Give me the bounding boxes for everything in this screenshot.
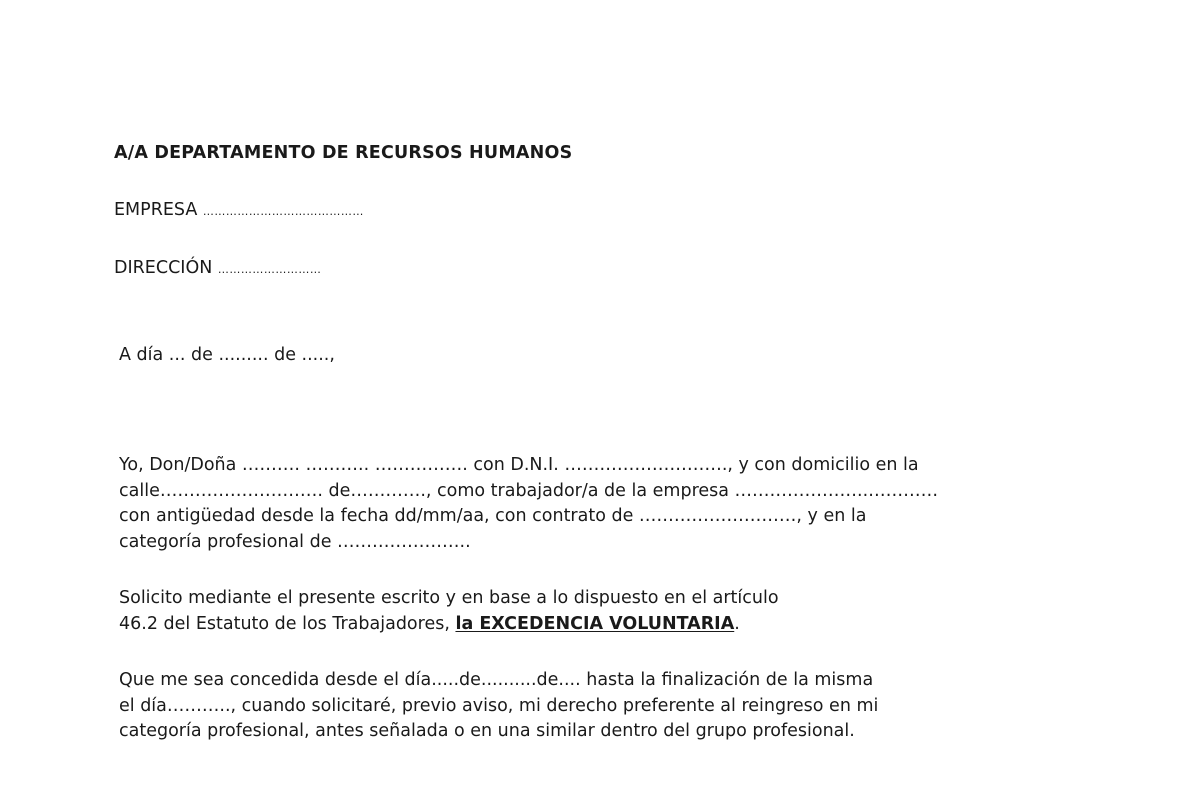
paragraph-line: el día……….., cuando solicitaré, previo aviso, mi derecho preferente al reingreso en mi	[119, 695, 879, 716]
request-suffix: .	[734, 613, 740, 634]
paragraph-line: Que me sea concedida desde el día.....de..........de.... hasta la finalización de la misma	[119, 670, 874, 690]
direccion-label: DIRECCIÓN	[114, 258, 213, 278]
paragraph-line: Yo, Don/Doña ………. ……….. ……………. con D.N.I. ………………………., y con domicilio en la	[119, 455, 919, 475]
direccion-blank: ………………………	[217, 263, 322, 276]
paragraph-line: categoría profesional, antes señalada o en una similar dentro del grupo profesional.	[119, 721, 855, 741]
excedencia-voluntaria-emphasis: la EXCEDENCIA VOLUNTARIA	[455, 613, 735, 634]
paragraph-line	[119, 612, 779, 638]
paragraph-line: calle………………………. de…………., como trabajador/a de la empresa …………………..…………	[119, 480, 939, 501]
empresa-blank: ……………………………………	[202, 205, 364, 218]
direccion-field	[114, 258, 321, 278]
request-prefix: 46.2 del Estatuto de los Trabajadores,	[119, 613, 456, 634]
conditions-paragraph	[119, 668, 878, 745]
date-line: A día ... de ......... de .....,	[119, 345, 335, 365]
paragraph-line: Solicito mediante el presente escrito y en base a lo dispuesto en el artículo	[119, 588, 779, 608]
recipient-heading: A/A DEPARTAMENTO DE RECURSOS HUMANOS	[114, 143, 573, 163]
empresa-label: EMPRESA	[114, 200, 198, 220]
paragraph-line: categoría profesional de …………………..	[119, 531, 471, 552]
paragraph-line: con antigüedad desde la fecha dd/mm/aa, con contrato de ………………………, y en la	[119, 506, 867, 526]
request-paragraph	[119, 586, 779, 637]
empresa-field	[114, 200, 364, 220]
identification-paragraph	[119, 453, 938, 555]
